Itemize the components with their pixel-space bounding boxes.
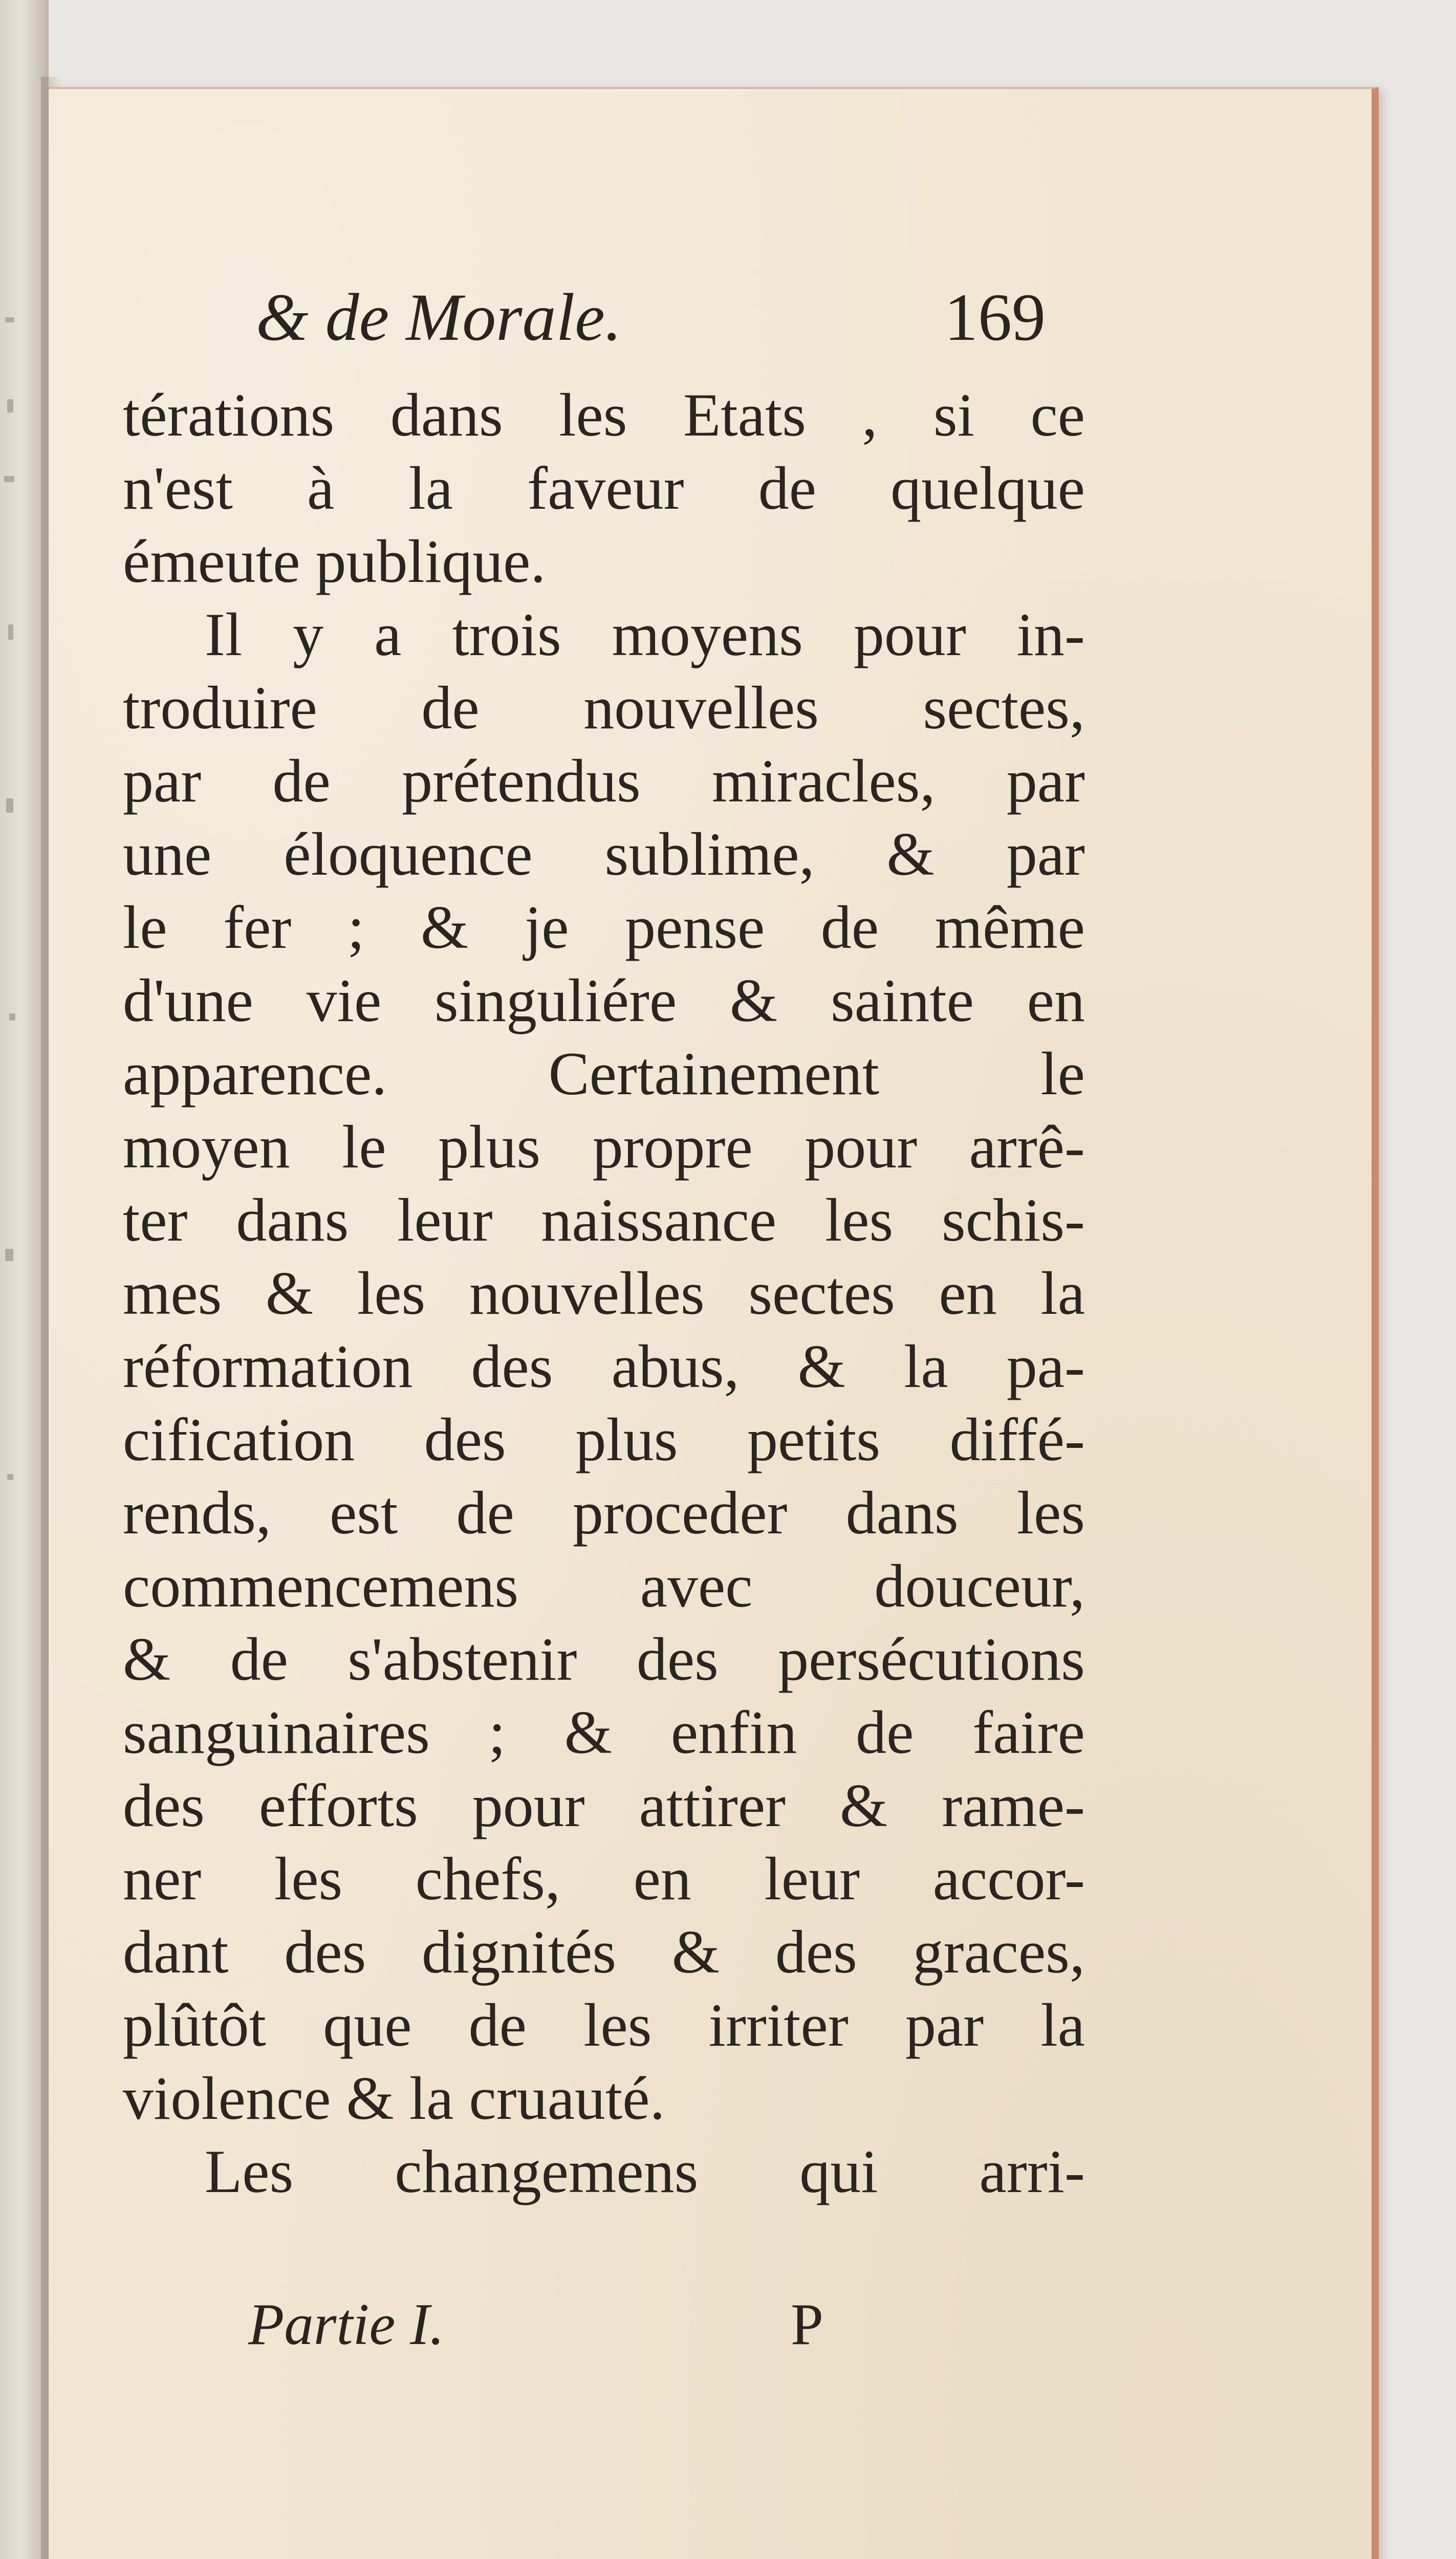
text-line: ner les chefs, en leur accor- xyxy=(123,1845,1085,1913)
text-line: plûtôt que de les irriter par la xyxy=(123,1991,1085,2059)
text-line: sanguinaires ; & enfin de faire xyxy=(123,1698,1085,1766)
text-line: & de s'abstenir des persécutions xyxy=(123,1625,1085,1693)
gutter-mark xyxy=(4,476,14,482)
text-line: mes & les nouvelles sectes en la xyxy=(123,1259,1085,1327)
text-line: Il y a trois moyens pour in- xyxy=(205,600,1085,668)
page-footer xyxy=(248,2292,965,2372)
page-number: 169 xyxy=(944,279,1046,355)
gutter-mark xyxy=(5,1249,13,1261)
page-header xyxy=(256,279,1279,386)
gutter-mark xyxy=(6,798,13,813)
text-line: troduire de nouvelles sectes, xyxy=(123,674,1085,742)
body-text xyxy=(123,378,1085,2208)
text-line: par de prétendus miracles, par xyxy=(123,747,1085,815)
text-line: n'est à la faveur de quelque xyxy=(123,454,1085,522)
running-title: & de Morale. xyxy=(256,279,622,355)
gutter-mark xyxy=(5,317,14,322)
text-line: des efforts pour attirer & rame- xyxy=(123,1771,1085,1839)
signature-label: Partie I. xyxy=(248,2292,445,2357)
text-line: le fer ; & je pense de même xyxy=(123,893,1085,961)
gutter-mark xyxy=(7,1474,13,1480)
text-line: apparence. Certainement le xyxy=(123,1039,1085,1108)
text-line: émeute publique. xyxy=(123,527,546,595)
text-line: Les changemens qui arri- xyxy=(205,2137,1085,2205)
gutter-mark xyxy=(9,1013,15,1021)
gutter-mark xyxy=(7,399,13,413)
text-line: violence & la cruauté. xyxy=(123,2064,665,2132)
signature-mark: P xyxy=(791,2292,823,2357)
text-line: térations dans les Etats , si ce xyxy=(123,381,1085,449)
book-page xyxy=(49,87,1379,2559)
text-line: ter dans leur naissance les schis- xyxy=(123,1186,1085,1254)
text-line: rends, est de proceder dans les xyxy=(123,1479,1085,1547)
text-line: réformation des abus, & la pa- xyxy=(123,1332,1085,1400)
text-line: une éloquence sublime, & par xyxy=(123,820,1085,888)
text-line: cification des plus petits diffé- xyxy=(123,1405,1085,1473)
text-line: commencemens avec douceur, xyxy=(123,1552,1085,1620)
text-line: moyen le plus propre pour arrê- xyxy=(123,1113,1085,1181)
text-line: dant des dignités & des graces, xyxy=(123,1918,1085,1986)
text-line: d'une vie singuliére & sainte en xyxy=(123,966,1085,1034)
gutter-mark xyxy=(8,624,13,640)
